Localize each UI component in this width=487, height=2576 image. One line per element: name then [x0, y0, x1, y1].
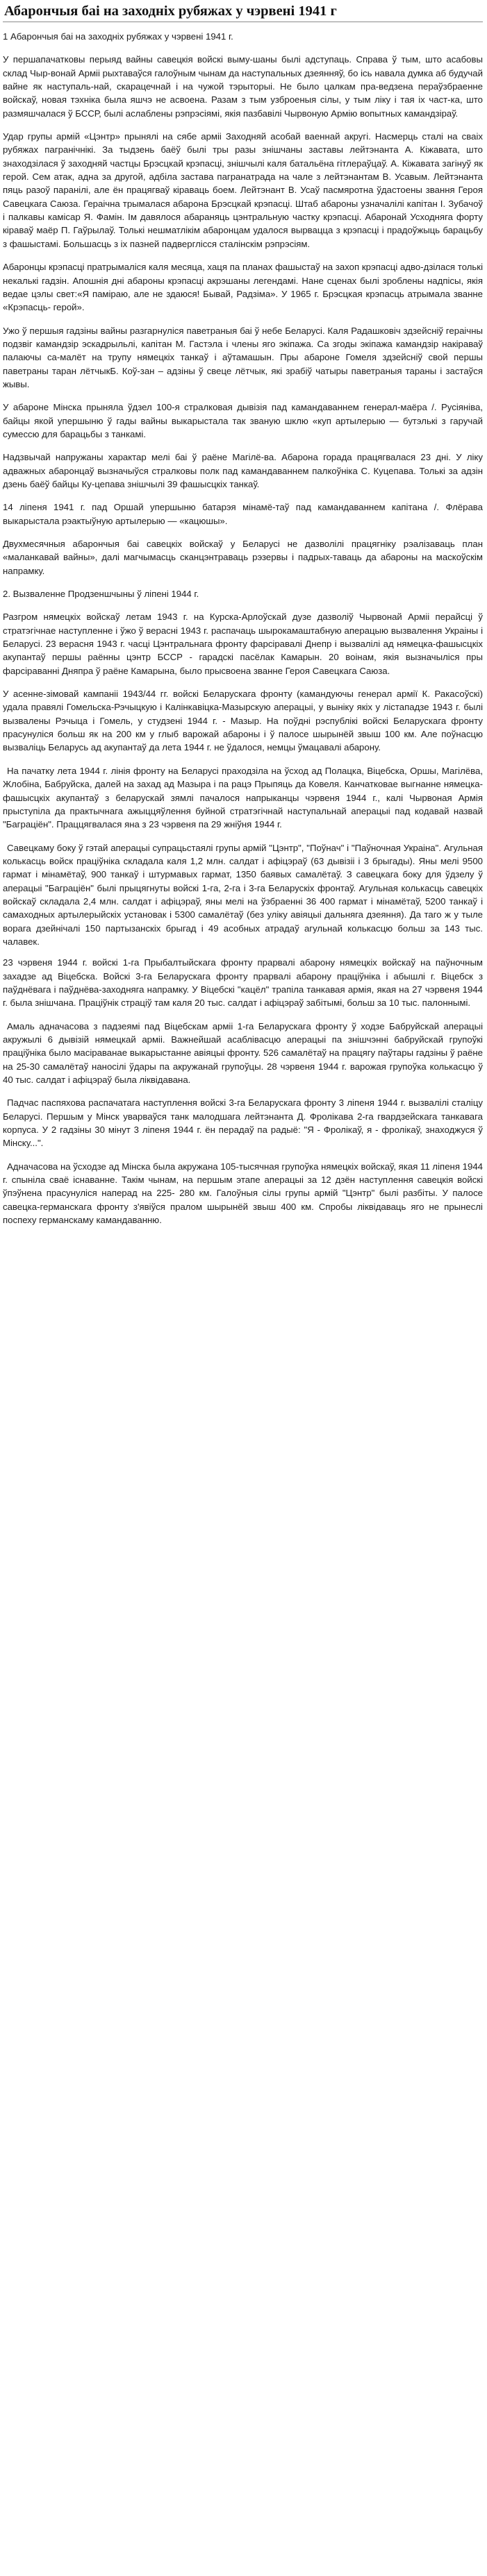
- paragraph-s4: Абаронцы крэпасці пратрымаліся каля месяца, хаця па планах фашыстаў на захоп крэпасці адво-дзілася толькі некалькі гадзін. Апошнія дні абароны крэпасці акрэшаны легендамі. Нане сценах былі зроблены надпісы, якія ведае цэлы свет:«Я паміраю, але не здаюся! Бывай, Радзіма». У 1965 г. Брэсцкая крэпасць атрымала званне «Крэпасць- герой».: [3, 262, 483, 313]
- paragraph-spacer: [3, 600, 483, 610]
- paragraph-s17: Падчас паспяхова распачатага наступлення войскі 3-га Беларускага фронту 3 ліпеня 1944 г. вызвалілі сталіцу Беларусі. Першым у Мінск уварваўся танк малодшага лейтэнанта Д. Фролікава 2-га гвардзейскага танкавага корпуса. У 2 гадзіны 30 мінут 3 ліпеня 1944 г. ён перадаў па радыё: "Я - Фролікаў, я - фролікаў, знаходжуся ў Мінску...".: [3, 1097, 483, 1149]
- paragraph-s10: 2. Вызваленне Продзеншчыны ў ліпені 1944 г.: [3, 589, 199, 600]
- paragraph-spacer: [3, 441, 483, 451]
- paragraph-s15: 23 чэрвеня 1944 г. войскі 1-га Прыбалтыйскага фронту прарвалі абарону нямецкіх войскаў на паўночным захадзе ад Віцебска. Войскі 3-га Беларускага фронту прарвалі абарону праціўніка і абышлі г. Віцебск з паўднёвага і паўднёва-заходняга напрамку. У Віцебскі "кацёл" трапіла танкавая армія, якая на 27 чэрвеня 1944 г. была знішчана. Працiўнік страціў там каля 20 тыс. салдат і афіцэраў забітымі, больш за 10 тыс. палоннымі.: [3, 957, 483, 1009]
- paragraph-spacer: [3, 948, 483, 956]
- paragraph-s7: Надзвычай напружаны характар мелі баі ў раёне Магілё-ва. Абарона горада працягвалася 23 дні. У ліку адважных абаронцаў вызначыўся стралковы полк пад камандаваннем палкоўніка С. Куцепава. Толькі за адзін дзень баёў байцы Ку-цепава знішчылі 39 фашысцкіх танкаў.: [3, 452, 483, 489]
- paragraph-s9: Двухмесячныя абарончыя баі савецкіх войскаў у Беларусі не дазволілі працягніку рэалізаваць план «маланкавай вайны», далі магчымасць сканцэнтраваць рэзервы і падрых-таваць да абароны на маскоўскім напрамку.: [3, 539, 483, 576]
- paragraph-spacer: [3, 578, 483, 587]
- paragraph-spacer: [3, 22, 483, 30]
- paragraph-s2: У першапачатковы перыяд вайны савецкія войскі выму-шаны былі адступаць. Справа ў тым, што асабовы склад Чыр-вонай Арміі рыхтаваўся галоўным чынам да наступальных дзеянняў, бо ісь навала думка аб будучай вайне як наступаль-най, скарацечнай і на чужой тэрыторыі. Не было цалкам пра-ведзена пераўзбраенне войскаў, новая тэхніка была яшчэ не асвоена. Разам з тым узброеныя сілы, у тым ліку і тая іх част-ка, што размяшчалася ў БССР, былі аслаблены рэпрэсіямі, якія пазбавілі Чырвоную Армію вопытных камандзіраў.: [3, 54, 483, 119]
- document-page: [0, 0, 487, 1227]
- paragraph-spacer: [3, 528, 483, 537]
- paragraph-spacer: [3, 120, 483, 130]
- paragraph-s5: Ужо ў першыя гадзіны вайны разгарнуліся паветраныя баі ў небе Беларусі. Каля Радашковіч здзейсніў гераічны подзвіг камандзір эскадрыльлі, капітан М. Гастэла і члены яго экіпажа. Са згоды экіпажа камандзір накіраваў палаючы са-малёт на трупу нямецкіх танкаў і аўтамашын. Пры абароне Гомеля здзейсніў свой першы паветраны таран лётчыкБ. Коў-зан – адзіны ў свеце лётчык, які зрабіў чатыры паветраныя тараны і застаўся жывы.: [3, 325, 483, 389]
- paragraph-s11: Разгром нямецкіх войскаў летам 1943 г. на Курска-Арлоўскай дузе дазволіў Чырвонай Арміі перайсці ў стратэгічнае наступленне і ўжо ў верасні 1943 г. распачаць шырокамаштабную аперацыю вызвалення Украіны і Беларусі. 23 верасня 1943 г. часці Цэнтральнага фронту фарсіравалі Днепр і вызвалілі ад нямецка-фашысцкіх акупантаў першы раённы цэнтр БССР - гарадскі пасёлак Камарын. 20 воінам, якія вызначыліся пры фарсіраванні Дняпра ў раёне Камарына, было прысвоена званне Героя Савецкага Саюза.: [3, 612, 483, 676]
- paragraph-spacer: [3, 314, 483, 324]
- paragraph-spacer: [3, 491, 483, 500]
- paragraph-spacer: [3, 1150, 483, 1160]
- paragraph-spacer: [3, 1010, 483, 1020]
- paragraph-spacer: [3, 251, 483, 260]
- paragraph-spacer: [3, 1086, 483, 1096]
- paragraph-s14: Савецкаму боку ў гэтай аперацыі супрацьстаялі групы армій "Цэнтр", "Поўнач" і "Паўночная Украіна". Агульная колькасць войск працiўніка складала каля 1,2 млн. салдат і афіцэраў (63 дывізіі і 3 брыгады). Яны мелі 9500 гармат і мінамётаў, 900 танкаў і штурмавых гармат, 1350 баявых самалётаў. З савецкага боку для ўдзелу ў аперацыі "Баграціён" былі прыцягнуты войскі 1-га, 2-га і 3-га Беларускіх фронтаў. Агульная колькасць савецкіх войскаў складала 2,4 млн. салдат і афіцэраў, яны мелі на ўзбраенні 36 400 гармат і мінамётаў, 5200 танкаў і самаходных артылерыйскіх установак і 5300 самалётаў (без уліку авіяцыі дальняга дзеяння). Да таго ж у тыле ворага дзейнічалі 150 партызанскіх брыгад і 49 асобных атрадаў агульнай колькасцю больш за 143 тыс. чалавек.: [3, 842, 483, 947]
- paragraph-s6: У абароне Мінска прыняла ўдзел 100-я стралковая дывізія пад камандаваннем генерал-маёра /. Русіяніва, байцы якой упершыню ў гады вайны выкарыстала так званую шклю «куп артылерыю — бутэлькі з гаручай сумессю для барацьбы з танкамі.: [3, 402, 483, 439]
- paragraph-s1: 1 Абарончыя баі на заходніх рубяжах у чэрвені 1941 г.: [3, 31, 233, 42]
- paragraph-s16: Амаль адначасова з падзеямі пад Віцебскам арміі 1-га Беларускага фронту ў ходзе Бабруйскай аперацыі акружылі 6 дывізій нямецкай арміі. Важнейшай асаблівасцю аперацыі па знішчэнні бабруйскай групоўкі працiўніка было масіраванае выкарыстанне авіяцыі фронту. 526 самалётаў на працягу паўтары гадзіны ў раёне на 25-30 самалётаў наносілі ўдары па акружанай групоўцы. 28 чэрвеня 1944 г. варожая групоўка колькасцю ў 40 тыс. салдат і афіцэраў была ліквідавана.: [3, 1020, 483, 1086]
- paragraph-s18: Адначасова на ўсходзе ад Мінска была акружана 105-тысячная групоўка нямецкіх войскаў, якая 11 ліпеня 1944 г. спыніла сваё існаванне. Такім чынам, на першым этапе аперацыі за 12 дзён наступлення савецкія войскі ўпэўнена прасунуліся наперад на 225- 280 км. Галоўныя сілы групы армій "Цэнтр" былі разбіты. У палосе савецка-германскага фронту з'явіўся пралом шырынёй звыш 400 км. Спробы ліквідаваць яго не прынеслі поспеху германскаму камандаванню.: [3, 1161, 483, 1226]
- paragraph-spacer: [3, 832, 483, 841]
- paragraph-spacer: [3, 43, 483, 53]
- article-title: Абарончыя баі на заходніх рубяжах у чэрвені 1941 г: [4, 3, 337, 19]
- paragraph-s12: У асенне-зімовай кампаніі 1943/44 гг. войскі Беларускага фронту (камандуючы генерал армії К. Ракасоўскі) удала правялі Гомельска-Рэчыцкую і Калінкавіцка-Мазырскую аперацыі, у выніку якіх у лістападзе 1943 г. былі вызвалены Рэчыца і Гомель, у студзені 1944 г. - Мазыр. На поўдні рэспублікі войскі Беларускага фронту прасунуліся больш як на 200 км у глыб варожай абароны і ў палосе шырынёй звыш 100 км. Але поўнасцю вызваліць Беларусь ад акупантаў да лета 1944 г. не ўдалося, немцы ўмацавалі абарону.: [3, 689, 483, 753]
- paragraph-s8: 14 ліпеня 1941 г. пад Оршай упершыню батарэя мінамё-таў пад камандаваннем капітана /. Флёрава выкарыстала рэактыўную артылерыю — «кацюшы».: [3, 502, 483, 526]
- article-body: [3, 22, 483, 1227]
- paragraph-s13: На пачатку лета 1944 г. лінія фронту на Беларусі праходзіла на ўсход ад Полацка, Віцебска, Оршы, Магілёва, Жлобіна, Бабруйска, далей на захад ад Мазыра і па рацэ Прыпяць да Ковеля. Канчатковае выгнанне нямецка-фашысцкіх акупантаў з беларускай зямлі пачалося напрыканцы чэрвеня 1944 г., калі Чырвоная Армія прыступіла да практычнага ажыццяўлення буйной стратэгічнай наступальнай аперацыі пад кодавай назвай "Баграціён". Праццягвалася яна з 23 чэрвеня па 29 жніўня 1944 г.: [3, 765, 483, 830]
- paragraph-spacer: [3, 677, 483, 687]
- paragraph-spacer: [3, 755, 483, 764]
- paragraph-spacer: [3, 391, 483, 401]
- paragraph-s3: Удар групы армій «Цэнтр» прынялі на сябе арміі Заходняй асобай ваеннай акругі. Насмерць сталі на сваіх рубяжах пагранічнікі. За тыдзень баёў былі тры разы знішчаны заставы лейтэнанта А. Кіжавата, што знаходзілася ў заходняй частцы Брэсцкай крэпасці, знішчылі каля батальёна гітлераўцаў. А. Кіжавата загінуў як герой. Сем атак, адна за другой, адбіла застава пагранатрада на чале з лейтэнантам В. Усавым. Лейтэнанта пяць разоў паранілі, але ён працягваў кіраваць боем. Лейтэнант В. Усаў пасмяротна ўдастоены звання Героя Савецкага Саюза. Гераічна трымалася абарона Брэсцкай крэпасці. Штаб абароны узначалілі капітан І. Зубачоў і палкавы камісар Я. Фамін. Ім давялося абараняць цэнтральную частку крэпасці. Абаронай Усходняга форту кіраваў маёр П. Гаўрылаў. Толькі нешматлікім абаронцам удалося вырвацца з крэпасці і прадоўжыць барацьбу з фашыстамі. Большасць з іх пазней падверглісся сталінскім рэпрэсіям.: [3, 131, 483, 249]
